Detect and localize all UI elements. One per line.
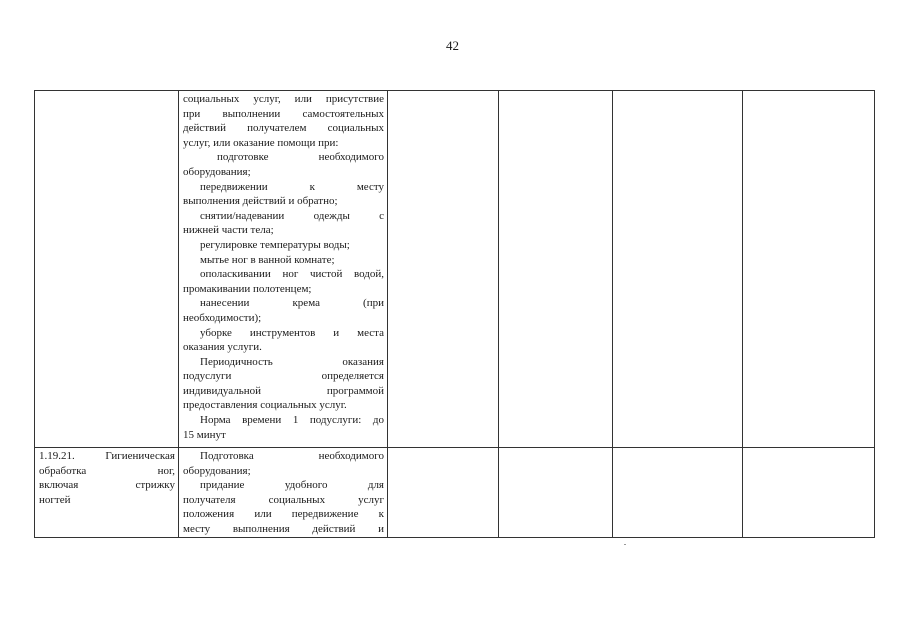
services-table — [34, 90, 875, 538]
text-line: месту выполнения действий и — [183, 522, 384, 535]
text-line: регулировке температуры воды; — [200, 238, 350, 251]
empty-cell — [499, 448, 613, 538]
text-line: выполнения действий и обратно; — [183, 195, 338, 208]
text-line: подуслуги определяется — [183, 370, 384, 383]
text-line: 15 минут — [183, 428, 226, 441]
text-line: передвижении к месту — [200, 180, 384, 193]
text-line: придание удобного для — [200, 479, 384, 492]
text-line: оказания услуги. — [183, 341, 262, 354]
empty-cell — [613, 91, 743, 448]
text-line: 1.19.21. Гигиеническая — [39, 450, 175, 462]
text-line: действий получателем социальных — [183, 122, 384, 135]
text-line: ополаскивании ног чистой водой, — [200, 268, 384, 281]
service-description-cell — [179, 91, 388, 448]
text-line: уборке инструментов и места — [200, 326, 384, 339]
text-line: оборудования; — [183, 464, 251, 477]
text-line: услуг, или оказание помощи при: — [183, 136, 339, 149]
service-description-cell — [179, 448, 388, 538]
text-line: получателя социальных услуг — [183, 493, 384, 506]
text-line: Подготовка необходимого — [200, 450, 384, 462]
service-name-cell — [35, 448, 179, 538]
text-line: обработка ног, — [39, 464, 175, 477]
text-line: при выполнении самостоятельных — [183, 107, 384, 120]
text-line: ногтей — [39, 493, 71, 506]
text-line: положения или передвижение к — [183, 508, 384, 521]
text-line: Норма времени 1 подуслуги: до — [200, 414, 384, 427]
service-name-cell — [35, 91, 179, 448]
scan-artifact — [624, 544, 626, 545]
empty-cell — [743, 91, 875, 448]
text-line: нанесении крема (при — [200, 297, 384, 310]
text-line: Периодичность оказания — [200, 355, 384, 368]
text-line: включая стрижку — [39, 479, 175, 492]
empty-cell — [388, 448, 499, 538]
text-line: оборудования; — [183, 165, 251, 178]
text-line: необходимости); — [183, 311, 262, 324]
text-line: подготовке необходимого — [217, 151, 384, 164]
empty-cell — [499, 91, 613, 448]
text-line: социальных услуг, или присутствие — [183, 93, 384, 105]
empty-cell — [388, 91, 499, 448]
empty-cell — [743, 448, 875, 538]
text-line: нижней части тела; — [183, 224, 274, 237]
text-line: предоставления социальных услуг. — [183, 399, 347, 412]
text-line: промакивании полотенцем; — [183, 282, 312, 295]
text-line: индивидуальной программой — [183, 384, 384, 397]
empty-cell — [613, 448, 743, 538]
page-number: 42 — [446, 38, 459, 53]
text-line: мытье ног в ванной комнате; — [200, 253, 335, 266]
table-row — [35, 448, 875, 538]
table-row — [35, 91, 875, 448]
text-line: снятии/надевании одежды с — [200, 209, 384, 222]
